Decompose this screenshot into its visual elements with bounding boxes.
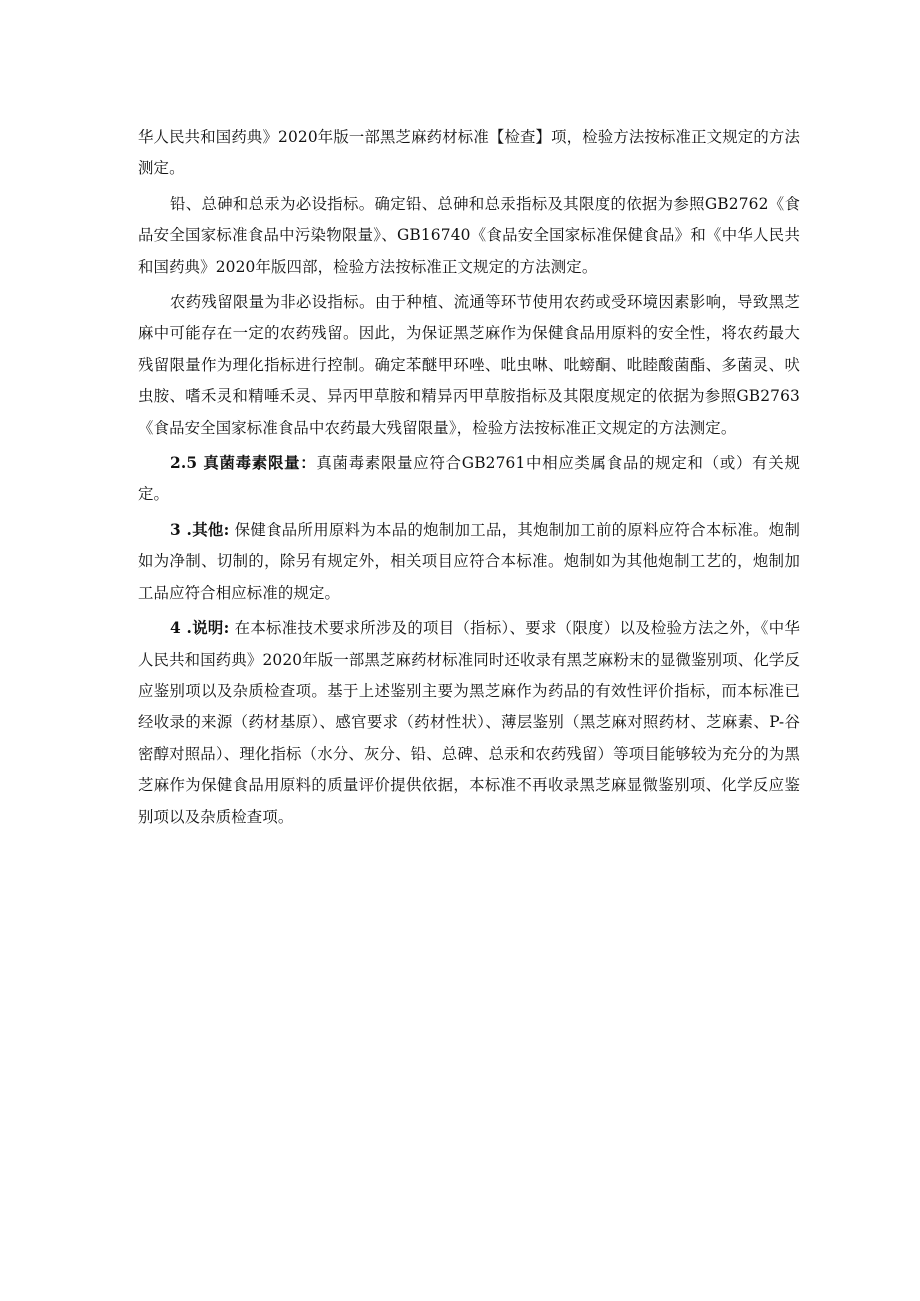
section-heading-2-5: 2.5 真菌毒素限量： <box>170 454 317 473</box>
section-heading-4: 4 .说明: <box>170 619 230 638</box>
paragraph-other <box>138 515 800 609</box>
paragraph-heavy-metals <box>138 189 800 283</box>
section-heading-3: 3 .其他: <box>170 520 230 539</box>
paragraph-mycotoxin <box>138 448 800 511</box>
paragraph-explanation <box>138 613 800 833</box>
paragraph-text: 保健食品所用原料为本品的炮制加工品，其炮制加工前的原料应符合本标准。炮制如为净制、切制的，除另有规定外，相关项目应符合本标准。炮制如为其他炮制工艺的，炮制加工品应符合相应标准的规定。 <box>138 520 800 602</box>
document-page <box>138 122 800 837</box>
paragraph-text: 真菌毒素限量应符合GB2761中相应类属食品的规定和（或）有关规定。 <box>138 454 800 504</box>
paragraph-text: 华人民共和国药典》2020年版一部黑芝麻药材标准【检查】项，检验方法按标准正文规定的方法测定。 <box>138 128 800 178</box>
paragraph-text: 铅、总砷和总汞为必设指标。确定铅、总砷和总汞指标及其限度的依据为参照GB2762《食品安全国家标准食品中污染物限量》、GB16740《食品安全国家标准保健食品》和《中华人民共和国药典》2020年版四部，检验方法按标准正文规定的方法测定。 <box>138 194 800 276</box>
paragraph-text: 农药残留限量为非必设指标。由于种植、流通等环节使用农药或受环境因素影响，导致黑芝麻中可能存在一定的农药残留。因此，为保证黑芝麻作为保健食品用原料的安全性，将农药最大残留限量作为理化指标进行控制。确定苯醚甲环唑、吡虫啉、吡螃酮、吡睦酸菌酯、多菌灵、吠虫胺、嗜禾灵和精唾禾灵、异丙甲草胺和精异丙甲草胺指标及其限度规定的依据为参照GB2763《食品安全国家标准食品中农药最大残留限量》，检验方法按标准正文规定的方法测定。 <box>138 293 800 437</box>
paragraph-text: 在本标准技术要求所涉及的项目（指标）、要求（限度）以及检验方法之外，《中华人民共和国药典》2020年版一部黑芝麻药材标准同时还收录有黑芝麻粉末的显微鉴别项、化学反应鉴别项以及杂质检查项。基于上述鉴别主要为黑芝麻作为药品的有效性评价指标，而本标准已经收录的来源（药材基原）、感官要求（药材性状）、薄层鉴别（黑芝麻对照药材、芝麻素、P-谷密醇对照品）、理化指标（水分、灰分、铅、总碑、总汞和农药残留）等项目能够较为充分的为黑芝麻作为保健食品用原料的质量评价提供依据，本标准不再收录黑芝麻显微鉴别项、化学反应鉴别项以及杂质检查项。 <box>138 619 800 826</box>
paragraph-continuation <box>138 122 800 185</box>
paragraph-pesticide-residue <box>138 287 800 444</box>
